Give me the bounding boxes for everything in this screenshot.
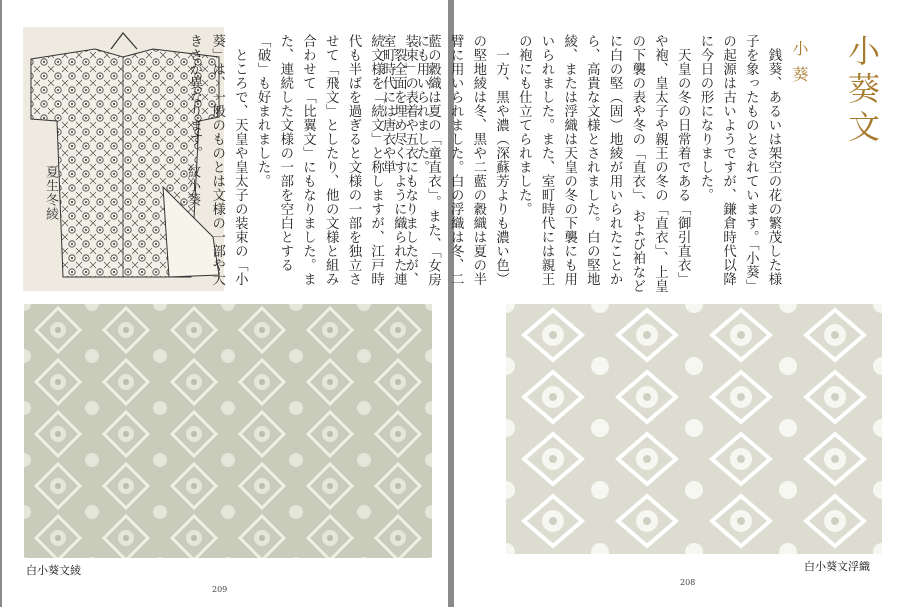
fabric-photo-right	[506, 304, 882, 554]
right-paragraph-1: 銭葵、あるいは架空の花の繁茂した様子を象ったものとされています。「小葵」の起源は古いようですが、鎌倉時代以降に今日の形になりました。	[697, 34, 781, 294]
section-subheading: 小葵	[790, 40, 809, 92]
illustration-label-natsu: 夏生冬綾	[43, 165, 58, 221]
page-number-right: 208	[680, 578, 696, 587]
right-paragraph-3: 一方、黒や濃（深蘇芳よりも濃い色）の堅地綾は冬、黒や二藍の縠織は夏の半臂に用いられました。白の浮織は冬、二藍の縠織は夏の「童直衣」。また、「女房装束」の表着や五衣にもなりましたが、室町時代には唐衣や単	[380, 34, 509, 287]
left-paragraph-1: にも用いられました。	[414, 34, 429, 174]
left-paragraph-3: ところで、天皇や皇太子の装束の「小葵」は、一般のものとは文様の一部や大きさが異なります。	[186, 34, 248, 286]
fabric-pattern-left	[24, 304, 432, 558]
page-number-left: 209	[212, 585, 228, 594]
caption-right: 白小葵文浮織	[804, 560, 870, 573]
right-paragraph-2: 天皇の冬の日常着である「御引直衣」や袍、皇太子や親王の冬の「直衣」、上皇の下襲の表や冬の「直衣」、および袙などに白の堅（固）地綾が用いられたことから、高貴な文様とされました。白の堅地綾、または浮織は天皇の冬の下襲にも用いられました。また、室町時代には親王の袍にも仕立てられました。	[516, 34, 691, 294]
right-body-text	[380, 34, 784, 294]
left-paragraph-2: 裂全面を埋め尽くすように織られた連続文様を「続文」と称しますが、江戸時代も半ばを過ぎると文様の一部を独立させて「飛文」としたり、他の文様と組み合わせて「比翼文」にもなりました。また、連続した文様の一部を空白とする「破」も好まれました。	[255, 34, 407, 286]
fabric-pattern-right	[506, 304, 882, 554]
illustration-label-komon: 紋小葵	[185, 165, 200, 207]
caption-left: 白小葵文綾	[26, 564, 81, 577]
fabric-photo-left	[24, 304, 432, 558]
section-heading: 小葵文	[843, 34, 881, 148]
right-page	[380, 0, 900, 607]
